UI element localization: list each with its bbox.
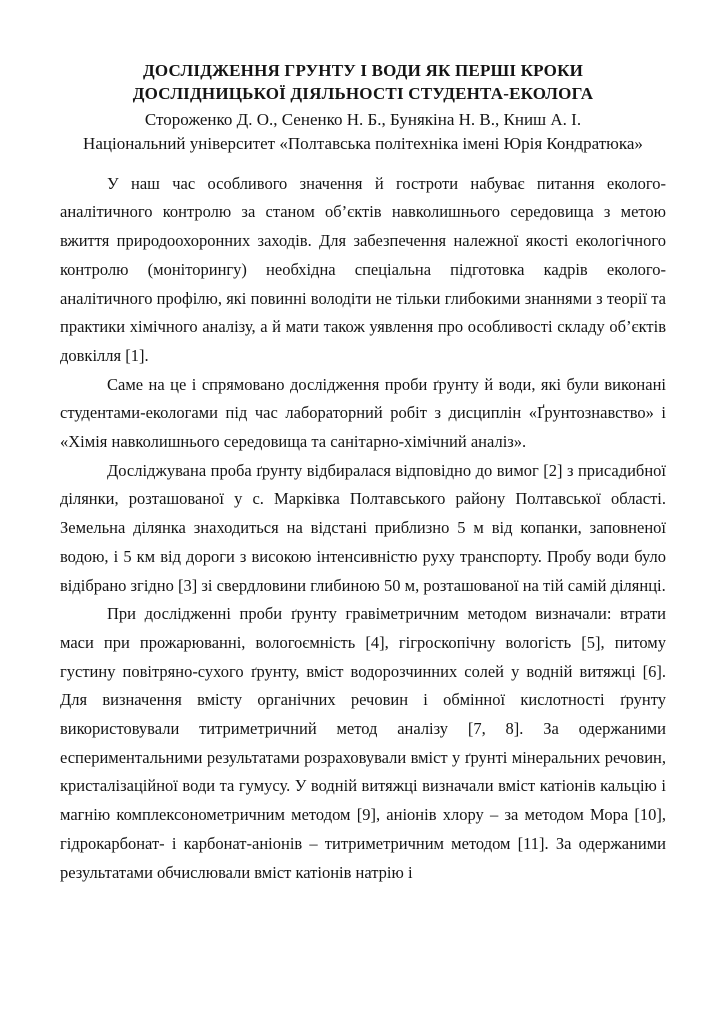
affiliation-line: Національний університет «Полтавська політехніка імені Юрія Кондратюка» [83,133,643,153]
paragraph-aim: Саме на це і спрямовано дослідження проби ґрунту й води, які були виконані студентами-екологами під час лабораторний робіт з дисциплін «Ґрунтознавство» і «Хімія навколишнього середовища та санітарно-хімічний аналіз». [60,374,666,452]
paper-body [60,170,666,888]
paragraph-sampling: Досліджувана проба ґрунту відбиралася відповідно до вимог [2] з присадибної ділянки, розташованої у с. Марківка Полтавського району Полтавської області. Земельна ділянка знаходиться на відстані приблизно 5 м від копанки, заповненої водою, і 5 км від дороги з високою інтенсивністю руху транспорту. Пробу води було відібрано згідно [3] зі свердловини глибиною 50 м, розташованої на тій самій ділянці. [60,460,666,595]
paper-title [60,60,666,106]
authors-line: Стороженко Д. О., Сененко Н. Б., Бунякіна Н. В., Книш А. І. [144,109,582,129]
paragraph-methods: При дослідженні проби ґрунту гравіметричним методом визначали: втрати маси при прожарюванні, вологоємність [4], гігроскопічну вологість [5], питому густину повітряно-сухого ґрунту, вміст водорозчинних солей у водній витяжці [6]. Для визначення вмісту органічних речовин і обмінної кислотності ґрунту використовували титриметричний метод аналізу [7, 8]. За одержаними еспериментальними результатами розраховували вміст у ґрунті мінеральних речовин, кристалізаційної води та гумусу. У водній витяжці визначали вміст катіонів кальцію і магнію комплексонометричним методом [9], аніонів хлору – за методом Мора [10], гідрокарбонат- і карбонат-аніонів – титриметричним методом [11]. За одержаними результатами обчислювали вміст катіонів натрію і [60,604,666,882]
paper-title-line1: ДОСЛІДЖЕННЯ ГРУНТУ І ВОДИ ЯК ПЕРШІ КРОКИ [142,61,584,80]
paragraph-intro: У наш час особливого значення й гостроти набуває питання еколого-аналітичного контролю за станом об’єктів навколишнього середовища з метою вжиття природоохоронних заходів. Для забезпечення належної якості екологічного контролю (моніторингу) необхідна спеціальна підготовка кадрів еколого-аналітичного профілю, які повинні володіти не тільки глибокими знаннями з теорії та практики хімічного аналізу, а й мати також уявлення про особливості складу об’єктів довкілля [1]. [60,173,666,365]
paper-title-line2: ДОСЛІДНИЦЬКОЇ ДІЯЛЬНОСТІ СТУДЕНТА-ЕКОЛОГА [132,83,594,103]
